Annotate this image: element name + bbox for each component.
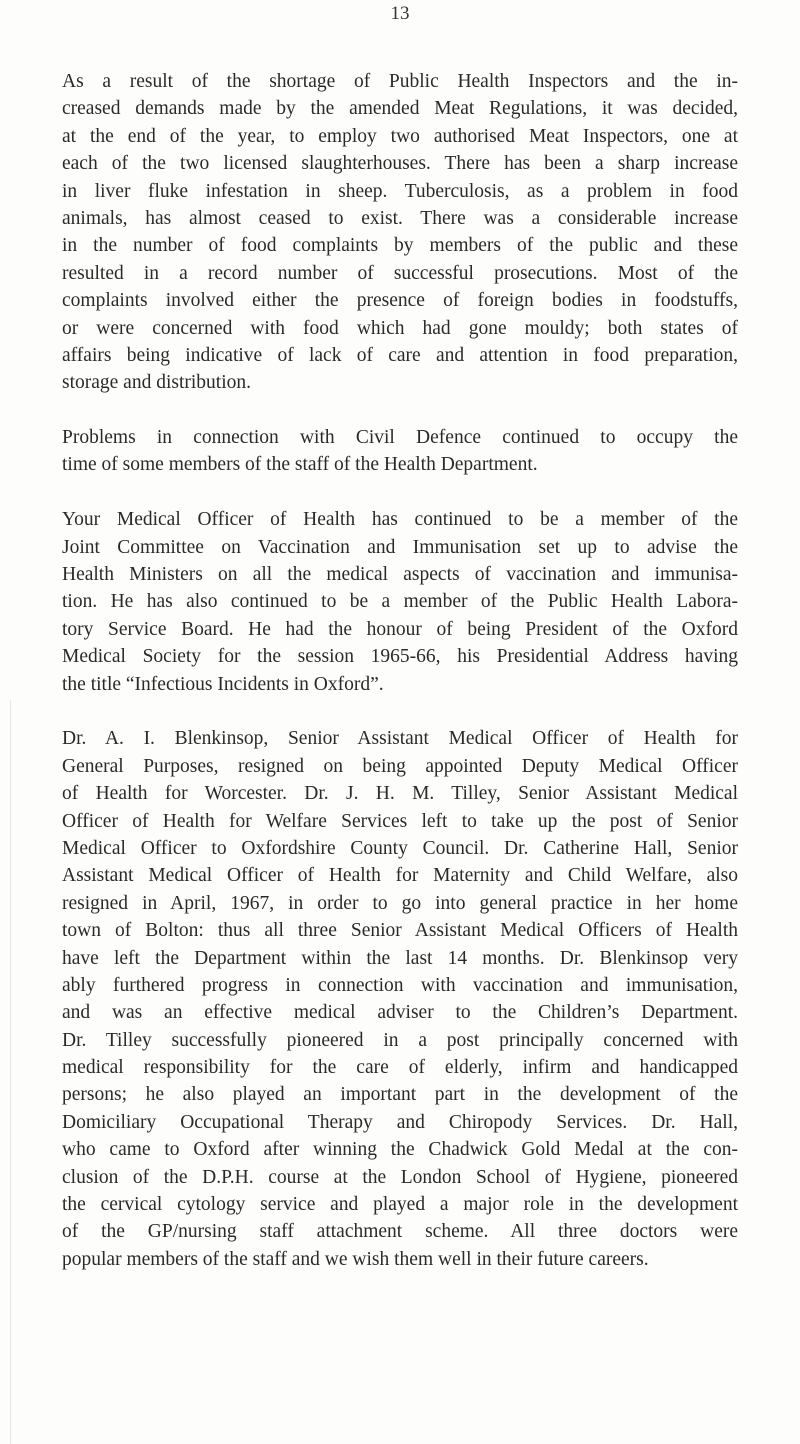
text-line: Your Medical Officer of Health has continued to be a member of the — [62, 509, 738, 531]
text-line: at the end of the year, to employ two authorised Meat Inspectors, one at — [62, 125, 738, 147]
text-line: of the GP/nursing staff attachment scheme. All three doctors were — [62, 1221, 738, 1243]
text-line: complaints involved either the presence of foreign bodies in foodstuffs, — [62, 290, 738, 312]
text-line: Officer of Health for Welfare Services left to take up the post of Senior — [62, 810, 738, 832]
text-line: Assistant Medical Officer of Health for Maternity and Child Welfare, also — [62, 865, 738, 887]
text-line: the title “Infectious Incidents in Oxford”. — [62, 673, 384, 695]
text-line: town of Bolton: thus all three Senior Assistant Medical Officers of Health — [62, 920, 738, 942]
text-line: animals, has almost ceased to exist. There was a considerable increase — [62, 207, 738, 229]
page-number: 13 — [390, 3, 410, 24]
text-line: storage and distribution. — [62, 372, 252, 394]
text-line: popular members of the staff and we wish them well in their future careers. — [62, 1248, 649, 1270]
text-line: Medical Society for the session 1965-66, his Presidential Address having — [62, 646, 738, 668]
text-line: clusion of the D.P.H. course at the London School of Hygiene, pioneered — [62, 1166, 738, 1188]
text-line: medical responsibility for the care of elderly, infirm and handicapped — [62, 1057, 738, 1079]
document-body — [62, 68, 738, 1301]
text-line: each of the two licensed slaughterhouses. There has been a sharp increase — [62, 153, 738, 175]
text-line: of Health for Worcester. Dr. J. H. M. Tilley, Senior Assistant Medical — [62, 783, 738, 805]
text-line: ably furthered progress in connection with vaccination and immunisation, — [62, 974, 738, 996]
text-line: Dr. A. I. Blenkinsop, Senior Assistant Medical Officer of Health for — [62, 728, 738, 750]
text-line: resulted in a record number of successful prosecutions. Most of the — [62, 262, 738, 284]
paragraph — [62, 506, 738, 698]
text-line: and was an effective medical adviser to the Children’s Department. — [62, 1002, 738, 1024]
paragraph — [62, 424, 738, 479]
paragraph — [62, 68, 738, 397]
text-line: Domiciliary Occupational Therapy and Chiropody Services. Dr. Hall, — [62, 1111, 738, 1133]
text-line: in liver fluke infestation in sheep. Tuberculosis, as a problem in food — [62, 180, 738, 202]
text-line: persons; he also played an important part in the development of the — [62, 1084, 738, 1106]
text-line: General Purposes, resigned on being appointed Deputy Medical Officer — [62, 755, 738, 777]
text-line: resigned in April, 1967, in order to go into general practice in her home — [62, 892, 738, 914]
page-edge-line — [10, 700, 11, 1444]
text-line: or were concerned with food which had gone mouldy; both states of — [62, 317, 738, 339]
text-line: in the number of food complaints by members of the public and these — [62, 235, 738, 257]
text-line: who came to Oxford after winning the Chadwick Gold Medal at the con- — [62, 1139, 738, 1161]
text-line: have left the Department within the last 14 months. Dr. Blenkinsop very — [62, 947, 738, 969]
text-line: time of some members of the staff of the Health Department. — [62, 454, 538, 476]
text-line: Health Ministers on all the medical aspects of vaccination and immunisa- — [62, 564, 738, 586]
text-line: Problems in connection with Civil Defence continued to occupy the — [62, 427, 738, 449]
text-line: tion. He has also continued to be a member of the Public Health Labora- — [62, 591, 738, 613]
text-line: creased demands made by the amended Meat Regulations, it was decided, — [62, 98, 738, 120]
text-line: Medical Officer to Oxfordshire County Council. Dr. Catherine Hall, Senior — [62, 837, 738, 859]
text-line: Dr. Tilley successfully pioneered in a post principally concerned with — [62, 1029, 738, 1051]
text-line: affairs being indicative of lack of care and attention in food preparation, — [62, 344, 738, 366]
text-line: the cervical cytology service and played a major role in the development — [62, 1194, 738, 1216]
text-line: As a result of the shortage of Public Health Inspectors and the in- — [62, 71, 738, 92]
text-line: Joint Committee on Vaccination and Immunisation set up to advise the — [62, 536, 738, 558]
paragraph — [62, 725, 738, 1273]
text-line: tory Service Board. He had the honour of being President of the Oxford — [62, 618, 738, 640]
